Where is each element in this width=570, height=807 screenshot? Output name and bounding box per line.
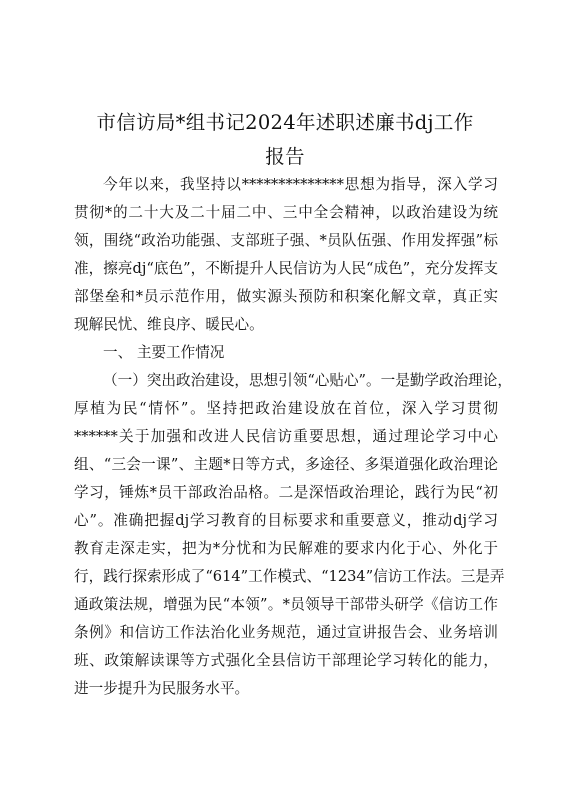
subsection-paragraph-line: 班、政策解读课等方式强化全县信访干部理论学习转化的能力， xyxy=(74,652,498,669)
subsection-paragraph-line: ******关于加强和改进人民信访重要思想，通过理论学习中心 xyxy=(74,428,498,445)
document-title-line-1: 市信访局*组书记2024年述职述廉书dj工作 xyxy=(96,111,474,134)
subsection-paragraph-line: 通政策法规，增强为民“本领”。*员领导干部带头研学《信访工作 xyxy=(74,596,498,613)
intro-paragraph-line: 贯彻*的二十大及二十届二中、三中全会精神，以政治建设为统 xyxy=(74,204,498,221)
intro-paragraph-line: 准，擦亮dj“底色”，不断提升人民信访为人民“成色”，充分发挥支 xyxy=(74,260,498,277)
subsection-paragraph-line: 行，践行探索形成了“614”工作模式、“1234”信访工作法。三是弄 xyxy=(74,568,505,585)
subsection-paragraph-line: 进一步提升为民服务水平。 xyxy=(74,680,250,697)
subsection-paragraph-line: 教育走深走实，把为*分忧和为民解难的要求内化于心、外化于 xyxy=(74,540,498,557)
subsection-paragraph-line: 条例》和信访工作法治化业务规范，通过宣讲报告会、业务培训 xyxy=(74,624,498,641)
intro-paragraph-line: 今年以来，我坚持以**************思想为指导，深入学习 xyxy=(103,176,498,193)
document-title-line-2: 报告 xyxy=(265,145,305,168)
subsection-paragraph-line: 学习，锤炼*员干部政治品格。二是深悟政治理论，践行为民“初 xyxy=(74,484,498,501)
subsection-paragraph-line: 厚植为民“情怀”。坚持把政治建设放在首位，深入学习贯彻 xyxy=(74,400,498,417)
section-heading: 一、 主要工作情况 xyxy=(103,344,225,361)
subsection-paragraph-line: （一）突出政治建设，思想引领“心贴心”。一是勤学政治理论， xyxy=(103,372,512,389)
intro-paragraph-line: 部堡垒和*员示范作用，做实源头预防和积案化解文章，真正实 xyxy=(74,288,498,305)
intro-paragraph-line: 现解民忧、维良序、暖民心。 xyxy=(74,316,264,333)
subsection-paragraph-line: 组、“三会一课”、主题*日等方式，多途径、多渠道强化政治理论 xyxy=(74,456,498,473)
intro-paragraph-line: 领，围绕“政治功能强、支部班子强、*员队伍强、作用发挥强”标 xyxy=(74,232,498,249)
subsection-paragraph-line: 心”。准确把握dj学习教育的目标要求和重要意义，推动dj学习 xyxy=(74,512,498,529)
